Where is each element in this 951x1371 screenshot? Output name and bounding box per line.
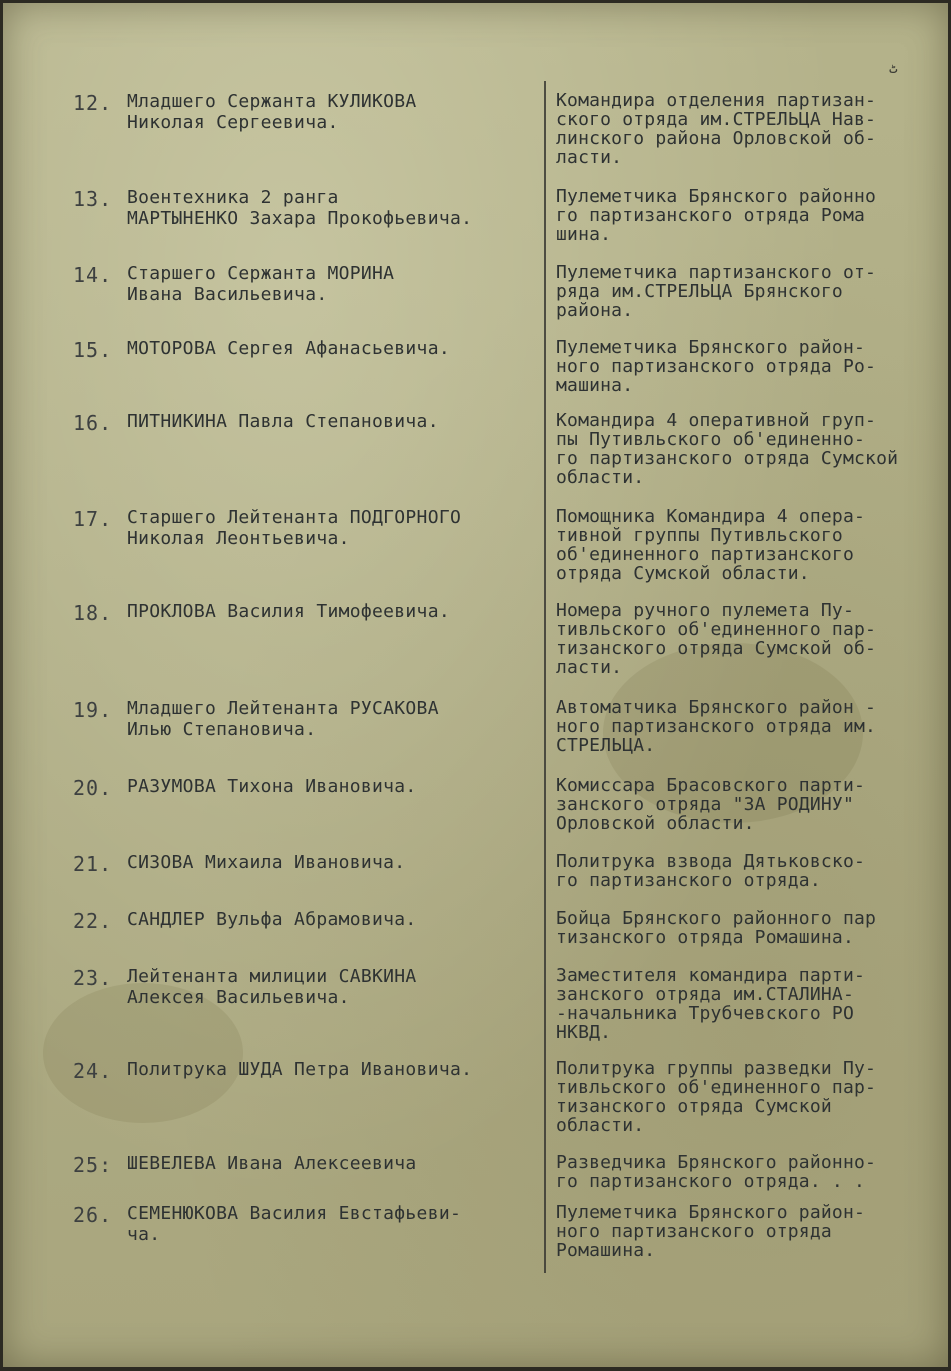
entry-name: РАЗУМОВА Тихона Ивановича. — [127, 776, 417, 797]
entry-name: Политрука ШУДА Петра Ивановича. — [127, 1059, 473, 1080]
entry-role: Бойца Брянского районного пар тизанского отряда Ромашина. — [556, 908, 877, 948]
entry-name: ШЕВЕЛЕВА Ивана Алексеевича — [127, 1153, 417, 1174]
entry-number: 26. — [73, 1203, 113, 1227]
corner-mark: ٹ — [889, 61, 898, 77]
entry-number: 12. — [73, 91, 113, 115]
entry-number: 13. — [73, 187, 113, 211]
entry-name: Младшего Сержанта КУЛИКОВА Николая Сергеевича. — [127, 91, 417, 133]
entry-name: Старшего Сержанта МОРИНА Ивана Васильевича. — [127, 263, 395, 305]
entry-name: МОТОРОВА Сергея Афанасьевича. — [127, 338, 450, 359]
entry-role: Комиссара Брасовского парти- занского отряда "ЗА РОДИНУ" Орловской области. — [556, 775, 866, 834]
entry-name: СИЗОВА Михаила Ивановича. — [127, 852, 406, 873]
entry-name: Лейтенанта милиции САВКИНА Алексея Васильевича. — [127, 966, 417, 1008]
entry-role: Командира отделения партизан- ского отряда им.СТРЕЛЬЦА Нав- линского района Орловской об- ласти. — [556, 90, 877, 168]
entry-number: 19. — [73, 698, 113, 722]
entry-role: Автоматчика Брянского район - ного партизанского отряда им. СТРЕЛЬЦА. — [556, 697, 877, 756]
entry-name: ПИТНИКИНА Павла Степановича. — [127, 411, 439, 432]
entry-number: 25: — [73, 1153, 113, 1177]
entry-name: ПРОКЛОВА Василия Тимофеевича. — [127, 601, 450, 622]
column-divider — [544, 81, 546, 1273]
entry-role: Пулеметчика Брянского районно го партизанского отряда Рома шина. — [556, 186, 877, 245]
document-page — [3, 3, 948, 1367]
entry-role: Пулеметчика партизанского от- ряда им.СТРЕЛЬЦА Брянского района. — [556, 262, 877, 321]
entry-role: Пулеметчика Брянского район- ного партизанского отряда Ромашина. — [556, 1202, 866, 1261]
entry-number: 21. — [73, 852, 113, 876]
entry-role: Политрука группы разведки Пу- тивльского об'единенного пар- тизанского отряда Сумской области. — [556, 1058, 877, 1136]
entry-name: Младшего Лейтенанта РУСАКОВА Илью Степановича. — [127, 698, 439, 740]
entry-number: 17. — [73, 507, 113, 531]
entry-number: 20. — [73, 776, 113, 800]
entry-number: 15. — [73, 338, 113, 362]
entry-role: Командира 4 оперативной груп- пы Путивльского об'единенно- го партизанского отряда Сумской области. — [556, 410, 899, 488]
entry-number: 18. — [73, 601, 113, 625]
entry-role: Пулеметчика Брянского район- ного партизанского отряда Ро- машина. — [556, 337, 877, 396]
entry-role: Заместителя командира парти- занского отряда им.СТАЛИНА- -начальника Трубчевского РО НКВД. — [556, 965, 866, 1043]
entry-number: 22. — [73, 909, 113, 933]
entry-name: Воентехника 2 ранга МАРТЫНЕНКО Захара Прокофьевича. — [127, 187, 473, 229]
entry-role: Помощника Командира 4 опера- тивной группы Путивльского об'единенного партизанского отряда Сумской области. — [556, 506, 866, 584]
entry-name: Старшего Лейтенанта ПОДГОРНОГО Николая Леонтьевича. — [127, 507, 462, 549]
entry-role: Разведчика Брянского районно- го партизанского отряда. . . — [556, 1152, 877, 1192]
entry-number: 16. — [73, 411, 113, 435]
entry-name: СЕМЕНЮКОВА Василия Евстафьеви- ча. — [127, 1203, 462, 1245]
entry-number: 14. — [73, 263, 113, 287]
entry-role: Номера ручного пулемета Пу- тивльского об'единенного пар- тизанского отряда Сумской об- ласти. — [556, 600, 877, 678]
entry-name: САНДЛЕР Вульфа Абрамовича. — [127, 909, 417, 930]
entry-number: 24. — [73, 1059, 113, 1083]
entry-number: 23. — [73, 966, 113, 990]
entry-role: Политрука взвода Дятьковско- го партизанского отряда. — [556, 851, 866, 891]
